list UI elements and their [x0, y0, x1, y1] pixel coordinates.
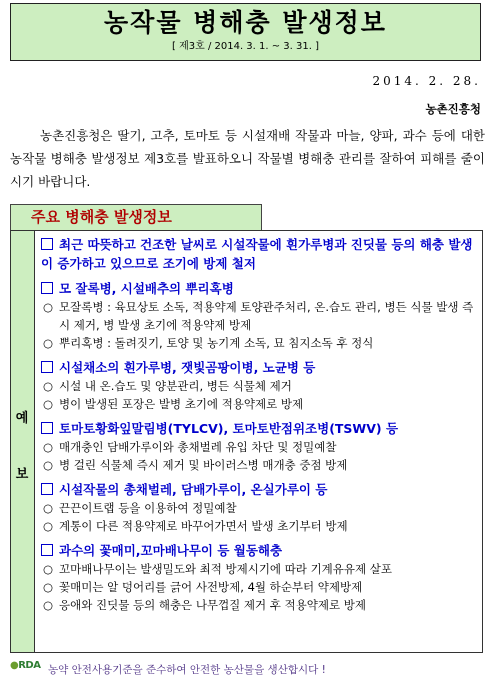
group-item [41, 596, 478, 614]
section-title: 주요 병해충 발생정보 [10, 204, 262, 231]
page-title: 농작물 병해충 발생정보 [104, 8, 387, 37]
forecast-box [10, 230, 483, 653]
footer-slogan: 농약 안전사용기준을 준수하여 안전한 농산물을 생산합시다 ! [48, 664, 326, 676]
group-item-text: 끈끈이트랩 등을 이용하여 정밀예찰 [59, 501, 237, 515]
group-item-text: 병 걸린 식물체 즉시 제거 및 바이러스병 매개충 중점 방제 [59, 458, 348, 472]
organization-name: 농촌진흥청 [425, 102, 481, 116]
checkbox-square-icon [41, 238, 53, 250]
group-item-text: 모잘록병 : 육묘상토 소독, 적용약제 토양관주처리, 온.습도 관리, 병든 식물 발생 즉시 제거, 병 발생 초기에 적용약제 방제 [59, 300, 474, 332]
group-item [41, 298, 478, 334]
publish-date: 2014. 2. 28. [372, 74, 481, 88]
intro-paragraph: 농촌진흥청은 딸기, 고추, 토마토 등 시설재배 작물과 마늘, 양파, 과수 등에 대한 농작물 병해충 발생정보 제3호를 발표하오니 작물별 병해충 관리를 잘하여 피해를 줄이시기 바랍니다. [10, 128, 485, 189]
circle-bullet-icon: ○ [43, 598, 54, 612]
group-item [41, 560, 478, 578]
circle-bullet-icon: ○ [43, 397, 54, 411]
group-item-text: 뿌리혹병 : 돌려짓기, 토양 및 농기계 소독, 묘 침지소독 후 정식 [59, 336, 374, 350]
group-heading-text: 모 잘록병, 시설배추의 뿌리혹병 [59, 281, 234, 296]
group-item-text: 계통이 다른 적용약제로 바꾸어가면서 발생 초기부터 방제 [59, 519, 348, 533]
forecast-group [41, 541, 478, 614]
circle-bullet-icon: ○ [43, 562, 54, 576]
group-item-text: 시설 내 온.습도 및 양분관리, 병든 식물체 제거 [59, 379, 292, 393]
group-heading [41, 541, 478, 560]
forecast-group [41, 419, 478, 474]
group-item-text: 병이 발생된 포장은 발병 초기에 적용약제로 방제 [59, 397, 304, 411]
logo-text: RDA [18, 660, 41, 671]
group-item [41, 517, 478, 535]
group-heading-text: 시설채소의 흰가루병, 잿빛곰팡이병, 노균병 등 [59, 360, 316, 375]
group-heading [41, 480, 478, 499]
forecast-group [41, 480, 478, 535]
circle-bullet-icon: ○ [43, 580, 54, 594]
group-heading-text: 토마토황화잎말림병(TYLCV), 토마토반점위조병(TSWV) 등 [59, 421, 399, 436]
checkbox-square-icon [41, 422, 53, 434]
group-heading-text: 시설작물의 총채벌레, 담배가루이, 온실가루이 등 [59, 482, 328, 497]
group-item [41, 499, 478, 517]
group-item-text: 꽃매미는 알 덩어리를 긁어 사전방제, 4월 하순부터 약제방제 [59, 580, 363, 594]
circle-bullet-icon: ○ [43, 458, 54, 472]
group-item [41, 578, 478, 596]
side-label-char: 보 [15, 467, 29, 482]
group-heading-text: 최근 따뜻하고 건조한 날씨로 시설작물에 흰가루병과 진딧물 등의 해충 발생이 증가하고 있으므로 조기에 방제 철저 [41, 237, 473, 271]
circle-bullet-icon: ○ [43, 440, 54, 454]
forecast-group [41, 235, 478, 273]
rda-logo: ●RDA [10, 660, 41, 671]
group-heading-text: 과수의 꽃매미,꼬마배나무이 등 월동해충 [59, 543, 283, 558]
title-banner [10, 3, 481, 61]
circle-bullet-icon: ○ [43, 501, 54, 515]
group-item [41, 395, 478, 413]
circle-bullet-icon: ○ [43, 300, 54, 314]
group-item-text: 꼬마배나무이는 발생밀도와 최적 방제시기에 따라 기계유유제 살포 [59, 562, 392, 576]
checkbox-square-icon [41, 483, 53, 495]
group-heading [41, 235, 478, 273]
footer [10, 656, 485, 680]
circle-bullet-icon: ○ [43, 379, 54, 393]
forecast-group [41, 358, 478, 413]
group-heading [41, 358, 478, 377]
side-label-column [11, 231, 35, 652]
group-heading [41, 419, 478, 438]
checkbox-square-icon [41, 282, 53, 294]
forecast-group [41, 279, 478, 352]
group-item [41, 334, 478, 352]
checkbox-square-icon [41, 544, 53, 556]
circle-bullet-icon: ○ [43, 336, 54, 350]
group-item-text: 매개충인 담배가루이와 총채벌레 유입 차단 및 정밀예찰 [59, 440, 337, 454]
group-item [41, 456, 478, 474]
group-heading [41, 279, 478, 298]
issue-period: [ 제3호 / 2014. 3. 1. ~ 3. 31. ] [172, 41, 319, 52]
group-item [41, 377, 478, 395]
group-item [41, 438, 478, 456]
side-label-char: 예 [15, 411, 29, 426]
group-item-text: 응애와 진딧물 등의 해충은 나무껍질 제거 후 적용약제로 방제 [59, 598, 366, 612]
forecast-list [41, 235, 478, 620]
checkbox-square-icon [41, 361, 53, 373]
circle-bullet-icon: ○ [43, 519, 54, 533]
